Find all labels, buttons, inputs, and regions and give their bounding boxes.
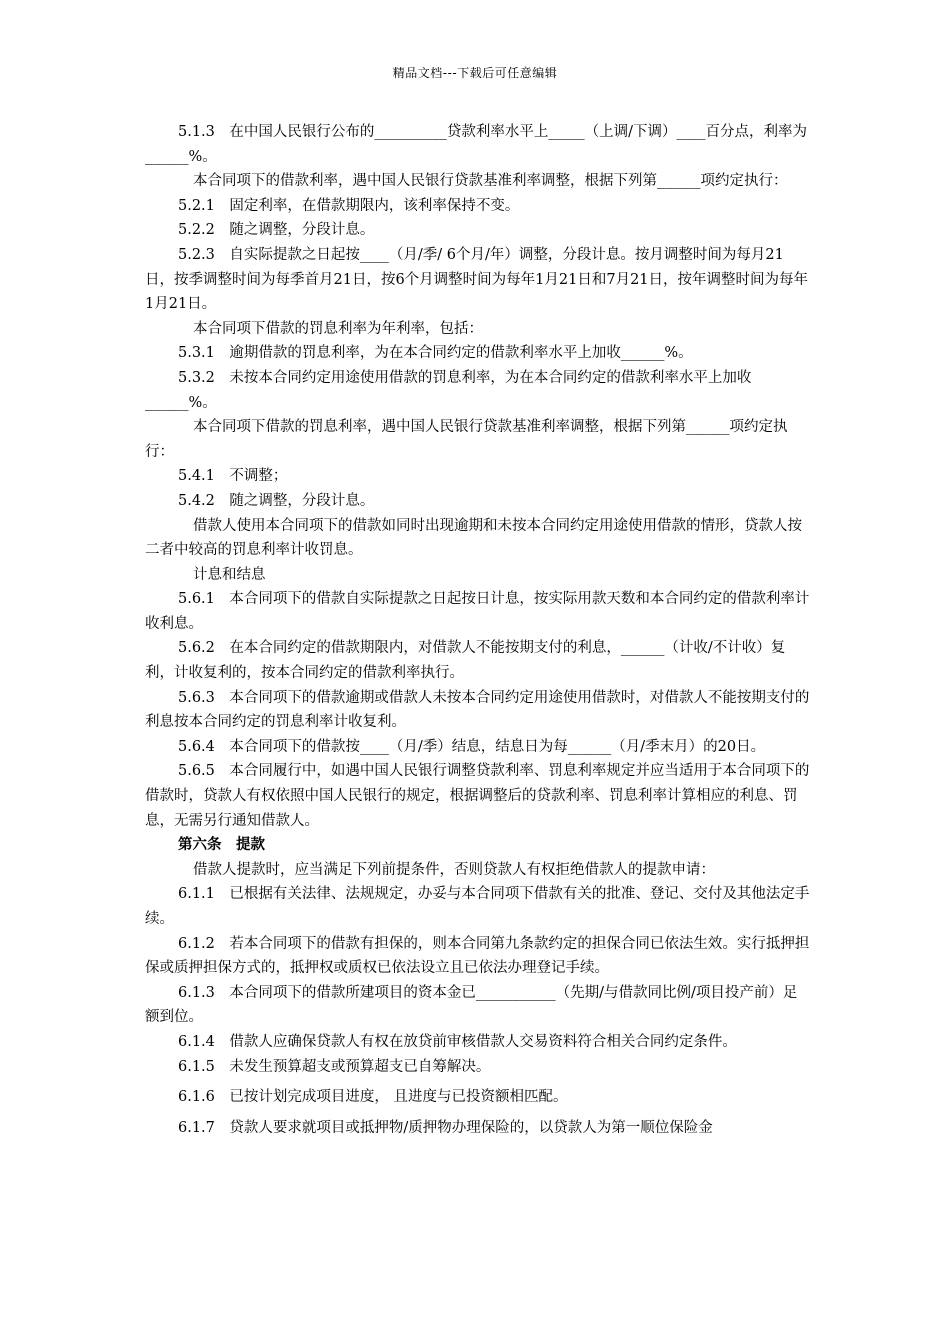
clause-paragraph: 5.4.1 不调整； [178, 468, 288, 485]
clause-paragraph: 5.6.3 本合同项下的借款逾期或借款人未按本合同约定用途使用借款时，对借款人不能按期支付的利息按本合同约定的罚息利率计收复利。 [145, 689, 810, 731]
clause-paragraph: 6.1.3 本合同项下的借款所建项目的资本金已___________（先期/与借款同比例/项目投产前）足额到位。 [145, 984, 798, 1026]
page-header: 精品文档---下载后可任意编辑 [392, 66, 558, 80]
clause-paragraph: 计息和结息 [193, 566, 266, 583]
clause-paragraph: 5.6.4 本合同项下的借款按____（月/季）结息，结息日为每______（月/季末月）的20日。 [178, 738, 766, 755]
clause-paragraph: 5.6.2 在本合同约定的借款期限内，对借款人不能按期支付的利息，______（计收/不计收）复利，计收复利的，按本合同约定的借款利率执行。 [145, 640, 786, 682]
clause-paragraph: 5.4.2 随之调整，分段计息。 [178, 492, 375, 509]
clause-paragraph: 6.1.1 已根据有关法律、法规规定，办妥与本合同项下借款有关的批准、登记、交付及其他法定手续。 [145, 886, 810, 927]
clause-paragraph: 6.1.4 借款人应确保贷款人有权在放贷前审核借款人交易资料符合相关合同约定条件。 [178, 1033, 737, 1050]
clause-paragraph: 5.3.2 未按本合同约定用途使用借款的罚息利率，为在本合同约定的借款利率水平上加收______%。 [145, 369, 752, 411]
clause-paragraph: 5.2.2 随之调整，分段计息。 [178, 222, 375, 239]
clause-paragraph: 5.6.1 本合同项下的借款自实际提款之日起按日计息，按实际用款天数和本合同约定的借款利率计收利息。 [145, 591, 810, 632]
clause-paragraph: 6.1.2 若本合同项下的借款有担保的，则本合同第九条款约定的担保合同已依法生效。实行抵押担保或质押担保方式的，抵押权或质权已依法设立且已依法办理登记手续。 [145, 935, 810, 977]
clause-paragraph: 5.2.1 固定利率，在借款期限内，该利率保持不变。 [178, 197, 520, 214]
clause-paragraph: 6.1.6 已按计划完成项目进度， 且进度与已投资额相匹配。 [178, 1089, 568, 1106]
clause-paragraph: 6.1.5 未发生预算超支或预算超支已自筹解决。 [178, 1058, 491, 1075]
clause-paragraph: 5.1.3 在中国人民银行公布的__________贷款利率水平上_____（上调/下调）____百分点，利率为______%。 [145, 124, 808, 165]
clause-paragraph: 5.2.3 自实际提款之日起按____（月/季/ 6个月/年）调整，分段计息。按月调整时间为每月21日，按季调整时间为每季首月21日，按6个月调整时间为每年1月21日和7月21日，按年调整时间为每年1月21日。 [145, 246, 809, 313]
clause-paragraph: 借款人使用本合同项下的借款如同时出现逾期和未按本合同约定用途使用借款的情形，贷款人按二者中较高的罚息利率计收罚息。 [145, 517, 802, 559]
clause-paragraph: 本合同项下借款的罚息利率为年利率，包括： [193, 320, 483, 337]
clause-paragraph: 本合同项下的借款利率，遇中国人民银行贷款基准利率调整，根据下列第______项约定执行： [193, 173, 788, 190]
section-heading: 第六条 提款 [178, 836, 265, 854]
clause-paragraph: 6.1.7 贷款人要求就项目或抵押物/质押物办理保险的，以贷款人为第一顺位保险金 [178, 1119, 713, 1136]
document-body [145, 120, 810, 1140]
clause-paragraph: 5.6.5 本合同履行中，如遇中国人民银行调整贷款利率、罚息利率规定并应当适用于本合同项下的借款时，贷款人有权依照中国人民银行的规定，根据调整后的贷款利率、罚息利率计算相应的利息、罚息，无需另行通知借款人。 [145, 763, 810, 829]
clause-paragraph: 本合同项下借款的罚息利率，遇中国人民银行贷款基准利率调整，根据下列第______项约定执行： [145, 419, 788, 460]
clause-paragraph: 借款人提款时，应当满足下列前提条件，否则贷款人有权拒绝借款人的提款申请： [193, 861, 715, 878]
clause-paragraph: 5.3.1 逾期借款的罚息利率，为在本合同约定的借款利率水平上加收______%。 [178, 345, 693, 362]
